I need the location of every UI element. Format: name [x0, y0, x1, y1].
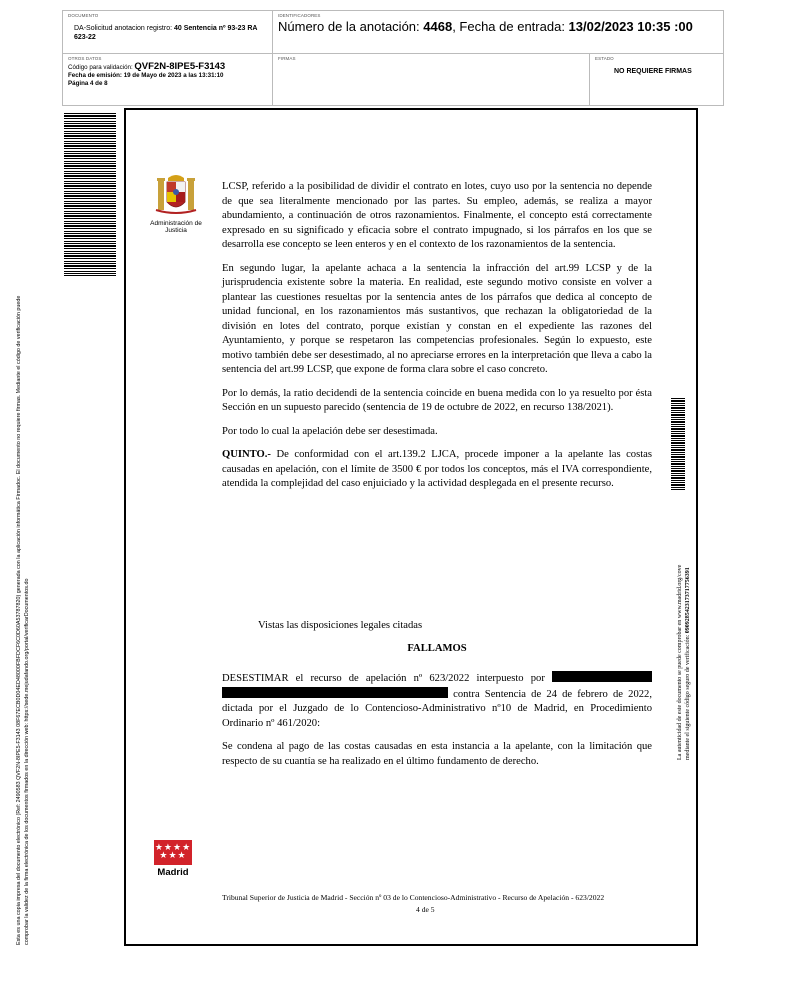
- fallo-paragraph: [222, 671, 652, 731]
- secure-code: 0909285423173717756391: [685, 567, 691, 634]
- otros-value: [68, 63, 270, 88]
- fallo-part2: contra Sentencia de 24 de febrero de 2022, dictada por el Juzgado de lo Contencioso-Administrativo nº10 de Madrid, en Procedimiento Ordinario nº 461/2020:: [222, 688, 652, 729]
- shield-label: Administración de Justicia: [150, 220, 202, 234]
- barcode-icon: [64, 113, 116, 276]
- quinto-label: QUINTO.-: [222, 449, 271, 460]
- footer-page: 4 de 5: [416, 905, 435, 914]
- fallo-costas: Se condena al pago de las costas causadas en esta instancia a la apelante, con la limitación que respecto de su cuantía se ha realizado en el último fundamento de derecho.: [222, 741, 652, 767]
- stars-icon: ★★★★ ★★★: [154, 840, 192, 865]
- anotacion-number: 4468: [423, 19, 453, 34]
- anotacion-mid: , Fecha de entrada:: [452, 19, 569, 34]
- firmas-label: FIRMAS: [278, 56, 296, 61]
- documento-value: [74, 24, 264, 42]
- codigo-prefix: Código para validación:: [68, 64, 135, 71]
- otros-datos-cell: [63, 54, 273, 105]
- quinto-text: De conformidad con el art.139.2 LJCA, procede imponer a la apelante las costas causadas en apelación, con el límite de 3500 € por todos los conceptos, más el IVA correspondiente, atendida la complejidad del caso enjuiciado y la actividad desplegada en el presente recurso.: [222, 449, 652, 489]
- documento-prefix: DA-Solicitud anotacion registro:: [74, 25, 174, 32]
- fallo-section: [222, 671, 652, 778]
- documento-label: DOCUMENTO: [68, 13, 99, 18]
- emision-date: 19 de Mayo de 2023 a las 13:31:10: [123, 72, 224, 79]
- authenticity-note: [676, 480, 692, 760]
- paragraph: En segundo lugar, la apelante achaca a la sentencia la infracción del art.99 LCSP y de la jurisprudencia existente sobre la materia. En realidad, este segundo motivo consiste en volver a plantear las cuestiones resueltas por la sentencia antes de los párrafos que dedica al concepto de unidad funcional, en los razonamientos más sustantivos, que rechazan la obligatoriedad de la división en lotes del contrato, porque existían y constan en el expediente las razones del Ayuntamiento, y porque se respetaron las competencias profesionales. Según lo expuesto, este motivo también debe ser desestimado, al no apreciarse errores en la interpretación que lleva a cabo la sentencia del art.99 LCSP, que expone de forma clara sobre el caso concreto.: [222, 262, 652, 375]
- document-body: [222, 180, 652, 501]
- coat-of-arms-icon: [152, 172, 200, 218]
- anotacion-date: 13/02/2023 10:35 :00: [568, 19, 693, 34]
- page-indicator: Página 4 de 8: [68, 80, 108, 87]
- otros-label: OTROS DATOS: [68, 56, 102, 61]
- authenticity-line2: [684, 480, 692, 760]
- page-footer: [222, 892, 654, 914]
- authenticity-prefix: mediante el siguiente código seguro de verificación:: [685, 633, 691, 760]
- footer-line: Tribunal Superior de Justicia de Madrid - Sección nº 03 de lo Contencioso-Administrativo - Recurso de Apelación - 623/2022: [222, 893, 605, 902]
- redaction-bar: [222, 687, 448, 698]
- anotacion-value: [278, 18, 718, 35]
- paragraph: Por todo lo cual la apelación debe ser desestimada.: [222, 425, 438, 437]
- madrid-logo-text: Madrid: [157, 867, 189, 878]
- documento-title: 40 Sentencia nº 93-23 RA 623-22: [74, 25, 258, 41]
- emision-prefix: Fecha de emisión:: [68, 72, 124, 79]
- barcode-icon: [671, 398, 685, 490]
- verification-note: Esta es una copia impresa del documento electrónico (Ref: 2490583 QVF2N-8IPE5-F3143 08F67ECB0D04ED48000FBFDCF6C0D60A53787820) generada con la aplicación informática Firmadoc. El documento no requiere firmas. Mediante el código de verificación puede comprobar la validez de la firma electrónica de los documentos firmados en la dirección web: https://sede.mejudafando.org/portal/verificarDocumentos.do: [16, 295, 30, 945]
- estado-cell: [590, 54, 723, 105]
- identificadores-label: IDENTIFICADORES: [278, 13, 321, 18]
- document-header: [62, 10, 724, 106]
- madrid-logo: [154, 840, 192, 878]
- firmas-cell: [273, 54, 590, 105]
- anotacion-prefix: Número de la anotación:: [278, 19, 424, 34]
- documento-cell: [63, 11, 273, 54]
- estado-value: NO REQUIERE FIRMAS: [614, 68, 692, 75]
- vistas-line: Vistas las disposiciones legales citadas: [258, 620, 423, 631]
- redaction-bar: [552, 671, 652, 682]
- estado-label: ESTADO: [595, 56, 614, 61]
- quinto-paragraph: [222, 448, 652, 492]
- identificadores-cell: [273, 11, 723, 54]
- paragraph: Por lo demás, la ratio decidendi de la sentencia coincide en buena medida con lo ya resuelto por ésta Sección en un supuesto parecido (sentencia de 19 de octubre de 2022, en recurso 138/2021).: [222, 387, 652, 413]
- fallamos-heading: FALLAMOS: [407, 643, 467, 654]
- paragraph: LCSP, referido a la posibilidad de dividir el contrato en lotes, cuyo uso por la sentencia no depende de que sea literalmente mencionado por las partes. Su empleo, además, se realiza a mayor abundamiento, a continuación de otros razonamientos. Finalmente, el concepto está correctamente expresado en su significado y eficacia sobre el contrato impugnado, si los párrafos en los que se desarrolla ese concepto se leen enteros y en el contexto de los razonamientos de la sentencia.: [222, 181, 652, 250]
- fallo-part1: DESESTIMAR el recurso de apelación nº 623/2022 interpuesto por: [222, 673, 545, 684]
- authenticity-line1: La autenticidad de este documento se puede comprobar en www.madrid.org/cove: [677, 564, 683, 760]
- validation-code: QVF2N-8IPE5-F3143: [134, 61, 226, 72]
